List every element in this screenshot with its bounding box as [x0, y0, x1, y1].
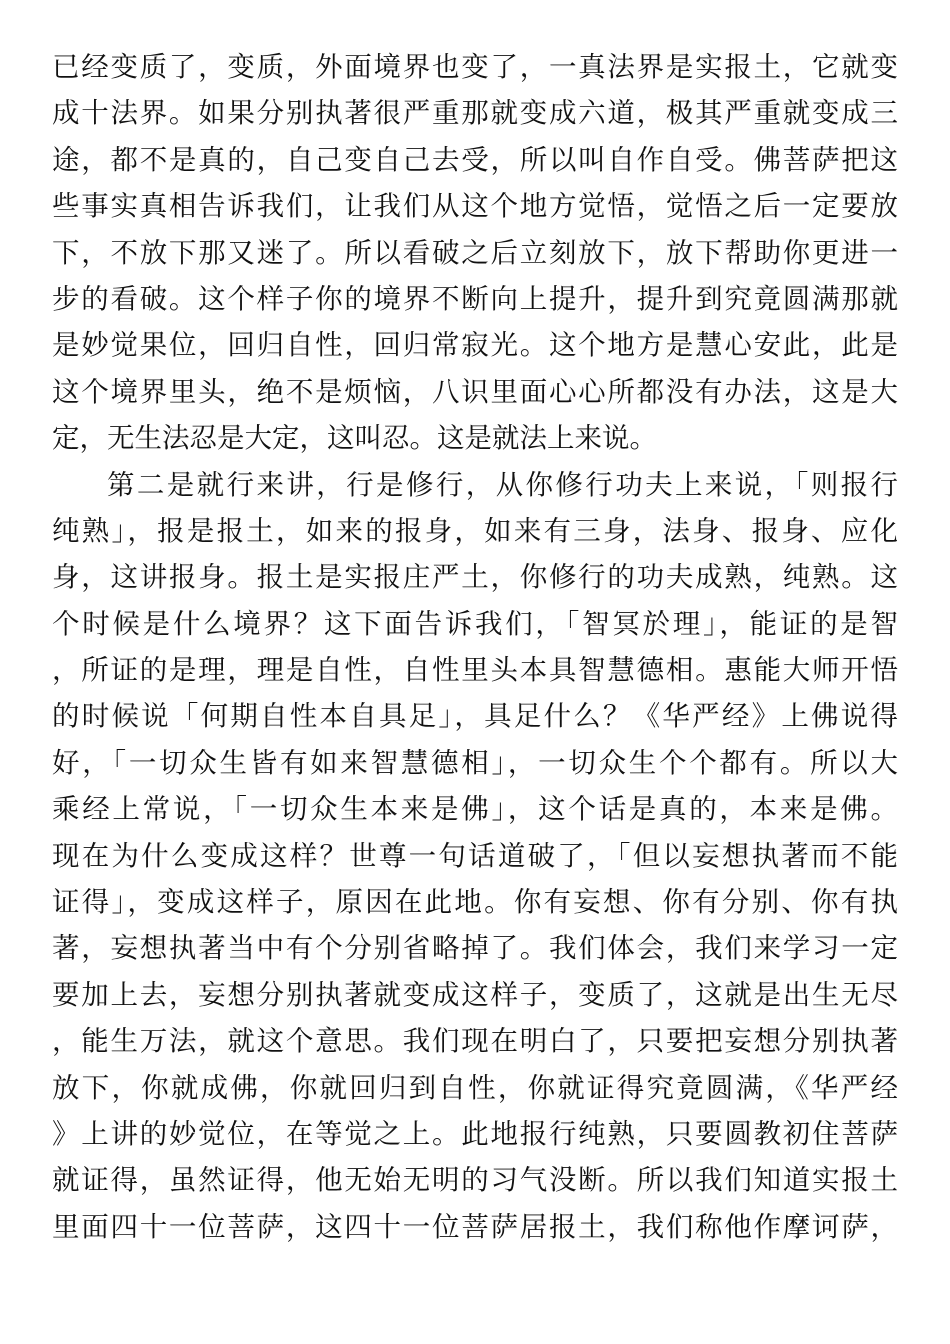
text-line: 要加上去，妄想分别执著就变成这样子，变质了，这就是出生无尽: [52, 978, 898, 1011]
text-line: 身，这讲报身。报土是实报庄严土，你修行的功夫成熟，纯熟。这: [52, 561, 898, 594]
text-line: 的时候说「何期自性本自具足」，具足什么？《华严经》上佛说得: [52, 700, 898, 733]
text-line: ，所证的是理，理是自性，自性里头本具智慧德相。惠能大师开悟: [52, 654, 898, 687]
paragraph-dharma: [52, 44, 898, 462]
text-line: 个时候是什么境界？这下面告诉我们，「智冥於理」，能证的是智: [52, 607, 898, 640]
text-line: 好，「一切众生皆有如来智慧德相」，一切众生个个都有。所以大: [52, 746, 898, 779]
text-line: 现在为什么变成这样？世尊一句话道破了，「但以妄想执著而不能: [52, 839, 898, 872]
text-line: 乘经上常说，「一切众生本来是佛」，这个话是真的，本来是佛。: [52, 793, 898, 826]
text-line: 定，无生法忍是大定，这叫忍。这是就法上来说。: [52, 422, 657, 455]
text-line: 第二是就行来讲，行是修行，从你修行功夫上来说，「则报行: [107, 468, 898, 501]
text-line: 途，都不是真的，自己变自己去受，所以叫自作自受。佛菩萨把这: [52, 143, 898, 176]
paragraph-practice: [52, 462, 898, 1251]
text-line: 证得」，变成这样子，原因在此地。你有妄想、你有分别、你有执: [52, 886, 898, 919]
text-line: 著，妄想执著当中有个分别省略掉了。我们体会，我们来学习一定: [52, 932, 898, 965]
text-line: ，能生万法，就这个意思。我们现在明白了，只要把妄想分别执著: [52, 1025, 898, 1058]
text-line: 里面四十一位菩萨，这四十一位菩萨居报土，我们称他作摩诃萨，: [52, 1210, 898, 1243]
text-line: 就证得，虽然证得，他无始无明的习气没断。所以我们知道实报土: [52, 1164, 898, 1197]
text-line: 些事实真相告诉我们，让我们从这个地方觉悟，觉悟之后一定要放: [52, 190, 898, 223]
text-line: 成十法界。如果分别执著很严重那就变成六道，极其严重就变成三: [52, 97, 898, 130]
text-line: 步的看破。这个样子你的境界不断向上提升，提升到究竟圆满那就: [52, 282, 898, 315]
text-line: 放下，你就成佛，你就回归到自性，你就证得究竟圆满，《华严经: [52, 1071, 898, 1104]
text-line: 下，不放下那又迷了。所以看破之后立刻放下，放下帮助你更进一: [52, 236, 898, 269]
text-line: 纯熟」，报是报土，如来的报身，如来有三身，法身、报身、应化: [52, 514, 898, 547]
text-line: 这个境界里头，绝不是烦恼，八识里面心心所都没有办法，这是大: [52, 375, 898, 408]
document-page: [52, 44, 898, 1250]
text-line: 已经变质了，变质，外面境界也变了，一真法界是实报土，它就变: [52, 51, 898, 83]
text-line: 是妙觉果位，回归自性，回归常寂光。这个地方是慧心安此，此是: [52, 329, 898, 362]
text-line: 》上讲的妙觉位，在等觉之上。此地报行纯熟，只要圆教初住菩萨: [52, 1117, 898, 1150]
